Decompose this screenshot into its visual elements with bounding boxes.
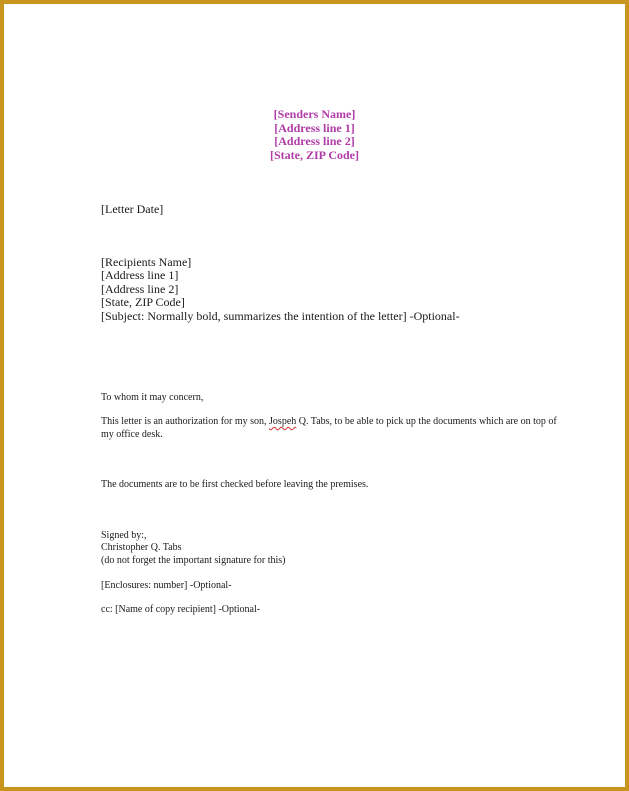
recipient-block xyxy=(101,256,460,323)
recipient-subject: [Subject: Normally bold, summarizes the intention of the letter] -Optional- xyxy=(101,308,460,323)
body-paragraph-2: The documents are to be first checked before leaving the premises. xyxy=(101,479,369,490)
sender-state-zip: [State, ZIP Code] xyxy=(270,147,359,162)
letter-date: [Letter Date] xyxy=(101,202,164,216)
son-name-misspelled: Jospeh xyxy=(269,416,297,427)
recipient-address-line-2: [Address line 2] xyxy=(101,281,179,296)
sender-block xyxy=(4,108,625,162)
sender-address-line-2: [Address line 2] xyxy=(274,134,355,148)
signature-block xyxy=(101,530,286,567)
body-paragraph-1 xyxy=(101,416,571,441)
cc-line: cc: [Name of copy recipient] -Optional- xyxy=(101,604,261,615)
signature-note: (do not forget the important signature for this) xyxy=(101,554,286,566)
enclosures-line: [Enclosures: number] -Optional- xyxy=(101,580,232,591)
greeting: To whom it may concern, xyxy=(101,392,204,403)
paragraph-1-after: Q. Tabs, to be able to pick up the documents which are on top of my office desk. xyxy=(101,416,557,440)
recipient-state-zip: [State, ZIP Code] xyxy=(101,295,185,310)
recipient-address-line-1: [Address line 1] xyxy=(101,268,179,283)
recipient-name: [Recipients Name] xyxy=(101,255,192,269)
signer-name: Christopher Q. Tabs xyxy=(101,542,182,554)
paragraph-1-before: This letter is an authorization for my son, xyxy=(101,416,270,427)
sender-name: [Senders Name] xyxy=(273,107,356,121)
sender-address-line-1: [Address line 1] xyxy=(274,120,355,135)
signed-by-label: Signed by:, xyxy=(101,530,147,541)
